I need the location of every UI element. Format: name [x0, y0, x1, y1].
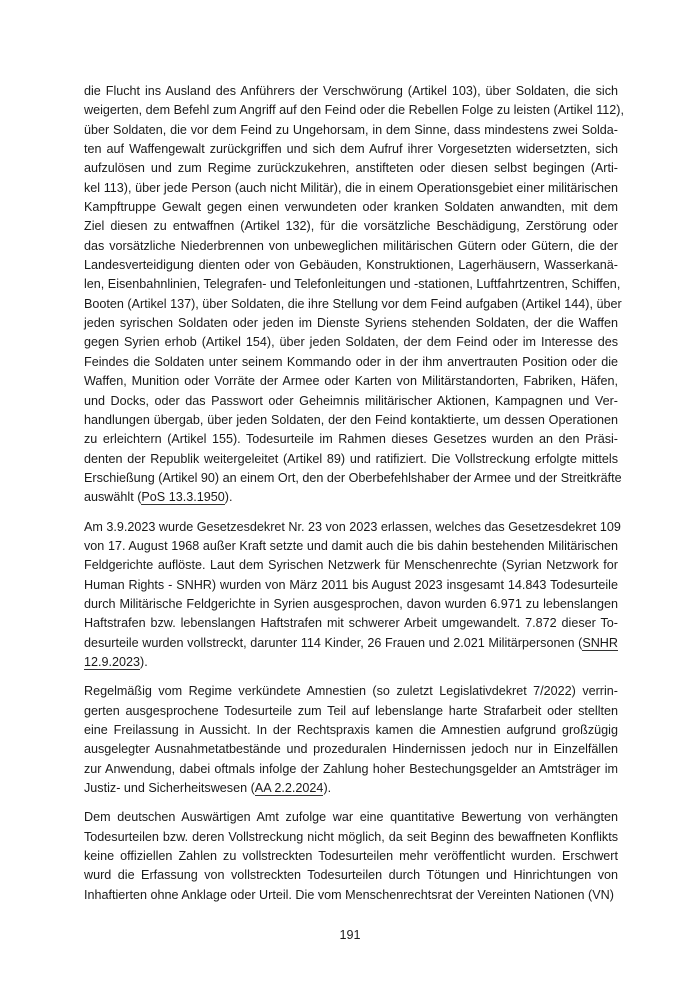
text-line: eine Freilassung in Aussicht. In der Rechtspraxis kamen die Amnestien aufgrund großzügig: [84, 723, 618, 737]
source-link[interactable]: AA 2.2.2024: [254, 781, 324, 796]
text-line: und Docks, oder das Passwort oder Geheimnis militärischer Aktionen, Kampagnen und Ver-: [84, 393, 618, 408]
paragraph-foreign-office: [84, 808, 618, 905]
text-line: gerten ausgesprochene Todesurteile zum Teil auf lebenslange harte Strafarbeit oder stellten: [84, 703, 618, 718]
text-line: die Flucht ins Ausland des Anführers der Verschwörung (Artikel 103), über Soldaten, die sich: [84, 84, 618, 98]
text-line: Am 3.9.2023 wurde Gesetzesdekret Nr. 23 von 2023 erlassen, welches das Gesetzesdekret 109: [84, 519, 621, 534]
text-line: Erschießung (Artikel 90) an einem Ort, den der Oberbefehlshaber der Armee und der Streitkräfte: [84, 470, 622, 485]
text-line: Inhaftierten ohne Anklage oder Urteil. Die vom Menschenrechtsrat der Vereinten Nationen (VN): [84, 887, 614, 902]
text-line: Human Rights - SNHR) wurden von März 2011 bis August 2023 insgesamt 14.843 Todesurteile: [84, 577, 618, 592]
text-line: Haftstrafen bzw. lebenslangen Haftstrafen mit schwerer Arbeit umgewandelt. 7.872 dieser To-: [84, 616, 618, 631]
paragraph-decree-2023: [84, 518, 621, 673]
page-number: 191: [339, 928, 361, 942]
text-segment: desurteile wurden vollstreckt, darunter 114 Kinder, 26 Frauen und 2.021 Militärpersonen (: [84, 635, 583, 650]
text-line: das vorsätzliche Niederbrennen von unbeweglichen militärischen Gütern oder Gütern, die der: [84, 238, 618, 253]
text-line: [84, 488, 618, 507]
text-line: keine offiziellen Zahlen zu vollstreckten Todesurteilen mehr veröffentlicht wurden. Erschwert: [84, 849, 618, 864]
source-link-snhr-date[interactable]: 12.9.2023: [84, 654, 141, 669]
text-segment: auswählt (: [84, 490, 142, 505]
text-line: Kampftruppe Gewalt gegen einen verwundeten oder kranken Soldaten anwandten, mit dem: [84, 200, 618, 215]
text-line: zur Anwendung, dabei oftmals infolge der Zahlung hoher Bestechungsgelder an Amtsträger im: [84, 761, 618, 776]
text-segment: ).: [323, 781, 332, 796]
text-line: Regelmäßig vom Regime verkündete Amnestien (so zuletzt Legislativdekret 7/2022) verrin-: [84, 684, 618, 699]
text-line: durch Militärische Feldgerichte in Syrien ausgesprochen, davon wurden 6.971 zu lebenslangen: [84, 596, 618, 611]
source-link[interactable]: PoS 13.3.1950: [141, 490, 225, 505]
text-line: zu erleichtern (Artikel 155). Todesurteile im Rahmen dieses Gesetzes wurden an den Präsi-: [84, 432, 618, 447]
text-line: Dem deutschen Auswärtigen Amt zufolge war eine quantitative Bewertung von verhängten: [84, 810, 618, 825]
text-line: handlungen übergab, über jeden Soldaten, der den Feind kontaktierte, um dessen Operationen: [84, 412, 618, 427]
text-line: gegen Syrien erhob (Artikel 154), über jeden Soldaten, der dem Feind oder im Interesse des: [84, 335, 618, 350]
text-line: ten auf Waffengewalt zurückgriffen und sich dem Aufruf ihrer Vorgesetzten widersetzten, sich: [84, 142, 618, 157]
text-line: Ziel diesen zu entwaffnen (Artikel 132), für die vorsätzliche Beschädigung, Zerstörung oder: [84, 219, 618, 234]
text-line: Feindes die Soldaten unter seinem Kommando oder in der ihm anvertrauten Position oder die: [84, 354, 618, 369]
text-line: wurd die Erfassung von vollstreckten Todesurteilen durch Tötungen und Hinrichtungen von: [84, 868, 618, 883]
text-line: aufzulösen und zum Regime zurückzukehren, anstifteten oder diesen selbst begingen (Arti-: [84, 161, 618, 176]
text-line: weigerten, dem Befehl zum Angriff auf den Feind oder die Rebellen Folge zu leisten (Artikel 112),: [84, 103, 624, 118]
text-segment: ).: [224, 490, 233, 505]
text-line: Waffen, Munition oder Vorräte der Armee oder Karten von Militärstandorten, Fabriken, Häfen,: [84, 374, 618, 389]
text-line: Booten (Artikel 137), über Soldaten, die ihre Stellung vor dem Feind aufgaben (Artikel 144), über: [84, 296, 622, 311]
text-line: [84, 634, 618, 653]
source-link-snhr[interactable]: SNHR: [582, 635, 618, 650]
text-line: über Soldaten, die vor dem Feind zu Ungehorsam, in dem Sinne, dass mindestens zwei Solda-: [84, 122, 618, 137]
text-line: Landesverteidigung dienten oder von Gebäuden, Konstruktionen, Lagerhäusern, Wasserkanä-: [84, 258, 618, 273]
text-line: Feldgerichte auflöste. Laut dem Syrischen Netzwerk für Menschenrechte (Syrian Netzwork for: [84, 558, 618, 573]
text-segment: Justiz- und Sicherheitswesen (: [84, 781, 255, 796]
text-segment: ).: [140, 654, 148, 669]
text-line: denten der Republik weitergeleitet (Artikel 89) und ratifiziert. Die Vollstreckung erfolgte mittels: [84, 451, 618, 466]
document-body: [84, 82, 624, 915]
text-line: Todesurteilen bzw. deren Vollstreckung nicht möglich, da seit Beginn des bewaffneten Konflikts: [84, 829, 618, 844]
text-line: von 17. August 1968 außer Kraft setzte und damit auch die bis dahin bestehenden Militärischen: [84, 538, 618, 553]
text-line: ausgelegter Ausnahmetatbestände und prozeduralen Hindernissen jedoch nur in Einzelfällen: [84, 742, 618, 757]
text-line: [84, 779, 618, 798]
paragraph-amnesties: [84, 682, 618, 798]
text-line: len, Eisenbahnlinien, Telegrafen- und Telefonleitungen und -stationen, Luftfahrtzentren, Schiffen,: [84, 277, 621, 292]
text-line: jeden syrischen Soldaten oder jeden im Dienste Syriens stehenden Soldaten, der die Waffen: [84, 316, 618, 331]
text-line: [84, 653, 618, 672]
paragraph-military-courts: [84, 82, 624, 508]
text-line: kel 113), über jede Person (auch nicht Militär), die in einem Operationsgebiet einer militärischen: [84, 180, 618, 195]
